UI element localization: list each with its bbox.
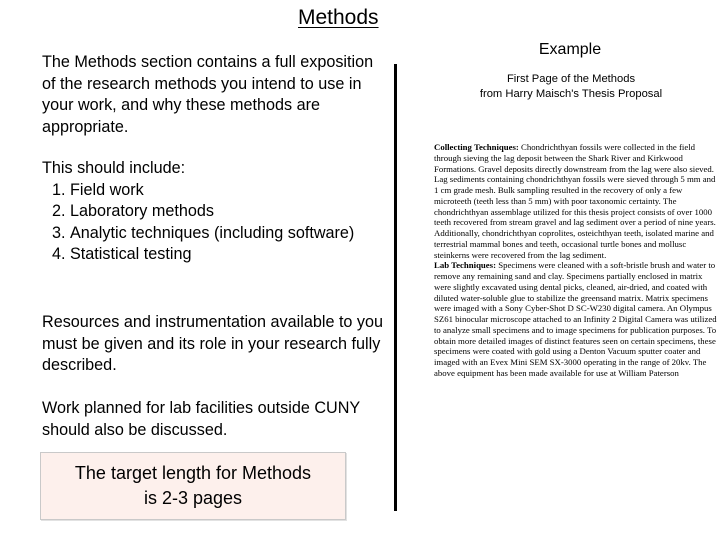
collecting-heading: Collecting Techniques: bbox=[434, 142, 519, 152]
thesis-excerpt bbox=[434, 142, 718, 379]
include-heading: This should include: bbox=[42, 159, 186, 177]
include-list bbox=[42, 180, 387, 266]
lab-text: Specimens were cleaned with a soft-bristle brush and water to remove any remaining sand and clay. Specimens partially enclosed in matrix were slightly excavated using dental picks, cleaned, air-dried, and coated with diluted water-soluble glue to stabilize the greensand matrix. Matrix specimens were imaged with a Sony Cyber-Shot D SC-W230 digital camera. An Olympus SZ61 binocular microscope attached to an Infinity 2 Digital Camera was utilized to analyze small specimens and to image specimens for publication purposes. To obtain more detailed images of distinct features seen on certain specimens, these specimens were coated with gold using a Denton Vacuum sputter coater and imaged with an Evex Mini SEM SX-3000 operating in the range of 20kv. The above equipment has been made available for use at William Paterson bbox=[434, 260, 717, 378]
example-title: Example bbox=[538, 41, 602, 58]
resources-text: Resources and instrumentation available to you must be given and its role in your research fully described. bbox=[42, 313, 384, 374]
list-item: 2. Laboratory methods bbox=[70, 201, 387, 223]
vertical-divider bbox=[394, 64, 397, 511]
caption-line-2: from Harry Maisch's Thesis Proposal bbox=[479, 88, 663, 100]
include-section bbox=[42, 158, 387, 266]
list-item: 3. Analytic techniques (including software) bbox=[70, 223, 387, 245]
intro-text: The Methods section contains a full exposition of the research methods you intend to use in your work, and why these methods are appropriate. bbox=[42, 53, 374, 136]
example-caption bbox=[466, 72, 676, 102]
cuny-text: Work planned for lab facilities outside CUNY should also be discussed. bbox=[42, 399, 360, 439]
caption-line-1: First Page of the Methods bbox=[506, 73, 636, 85]
target-length-box bbox=[40, 452, 346, 520]
lab-heading: Lab Techniques: bbox=[434, 260, 497, 271]
list-item: 4. Statistical testing bbox=[70, 244, 387, 266]
collecting-text: Chondrichthyan fossils were collected in the field through sieving the lag deposit between the Shark River and Kirkwood Formations. Gravel deposits directly downstream from the lag were also sieved. Lag sediments containing chondrichthyan fossils were sieved through 5 mm and 1 cm grade mesh. Bulk sampling resulted in the recovery of only a few microteeth (teeth less than 5 mm) with poor taxonomic certainty. The chondrichthyan assemblage utilized for this thesis project consists of over 1000 teeth recovered from stream gravel and lag sediment over a period of nine years. Additionally, chondrichthyan coprolites, osteichthyan teeth, isolated marine and terrestrial mammal bones and teeth, occasional turtle bones and mollusc steinkerns were recovered from the lag sediment. bbox=[434, 142, 716, 260]
target-length-text bbox=[41, 461, 345, 511]
target-line-2: is 2-3 pages bbox=[143, 488, 243, 508]
target-line-1: The target length for Methods bbox=[74, 463, 312, 483]
slide-title: Methods bbox=[298, 6, 379, 29]
list-item: 1. Field work bbox=[70, 180, 387, 202]
